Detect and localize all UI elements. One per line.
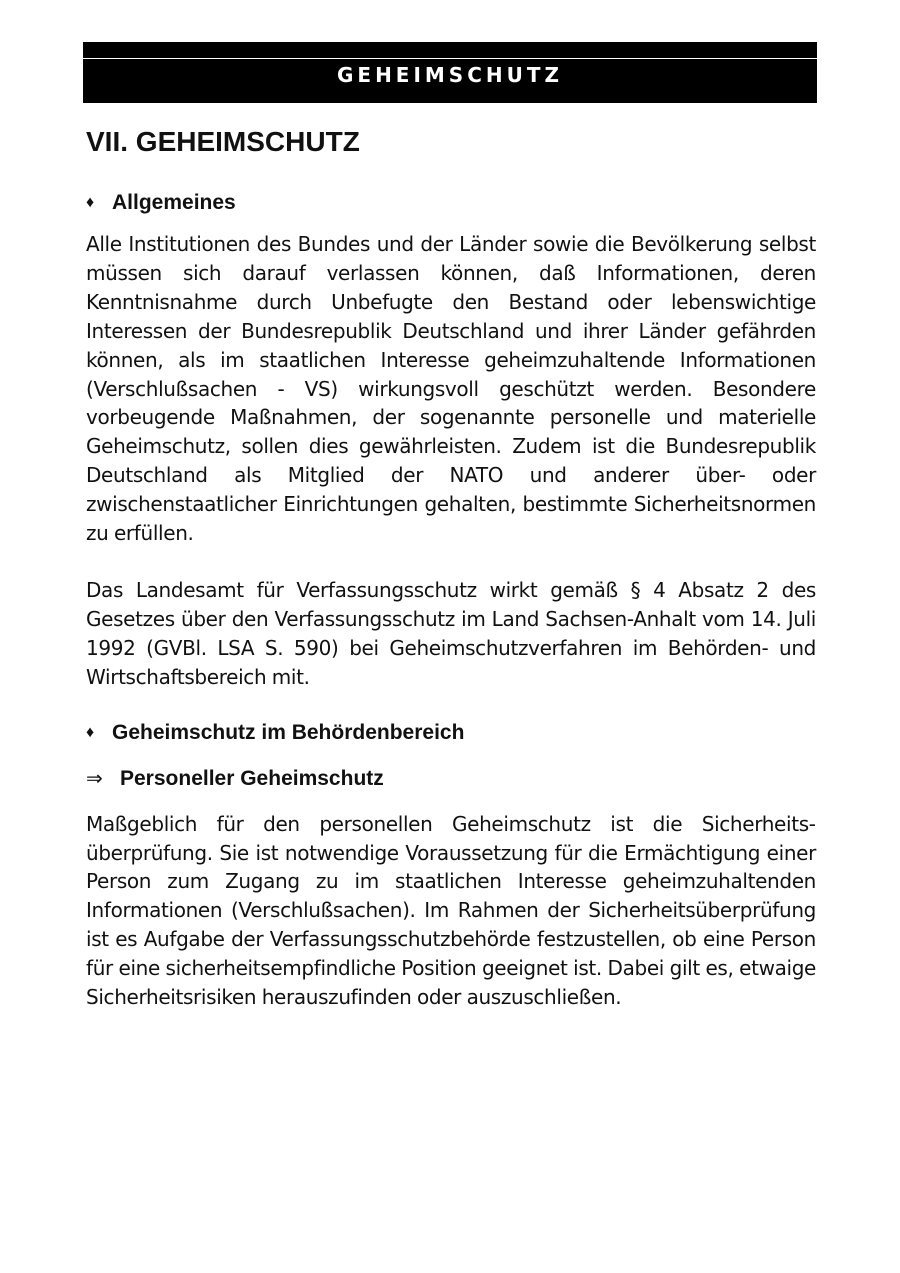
subsection-heading-label: Personeller Geheimschutz bbox=[120, 766, 384, 790]
diamond-bullet-icon: ♦ bbox=[86, 194, 95, 211]
page-content bbox=[86, 122, 816, 1012]
section-heading-behoerdenbereich bbox=[86, 718, 816, 748]
section-heading-label: Allgemeines bbox=[112, 191, 236, 214]
paragraph: Das Landesamt für Verfassungsschutz wirkt gemäß § 4 Absatz 2 des Gesetzes über den Verfassungsschutz im Land Sachsen-Anhalt vom 14. Juli 1992 (GVBl. LSA S. 590) bei Geheimschutzverfahren im Behörden- und Wirtschaftsbereich mit. bbox=[86, 577, 816, 689]
paragraph: Maßgeblich für den personellen Geheimschutz ist die Sicherheitsüberprüfung. Sie ist notwendige Voraussetzung für die Ermächtigung einer Person zum Zugang zu im staatlichen Interesse geheimzuhaltenden Informationen (Verschlußsachen). Im Rahmen der Sicherheitsüberprüfung ist es Aufgabe der Verfassungsschutzbehörde festzustellen, ob eine Person für eine sicherheitsempfindliche Position geeignet ist. Dabei gilt es, etwaige Sicherheitsrisiken herauszufinden oder auszuschließen. bbox=[86, 811, 816, 1010]
paragraph: Alle Institutionen des Bundes und der Länder sowie die Bevölkerung selbst müssen sich darauf verlassen können, daß Informationen, deren Kenntnisnahme durch Unbefugte den Bestand oder lebenswichtige Interessen der Bundesrepublik Deutschland und ihrer Länder gefährden können, als im staatlichen Interesse geheimzuhaltende Informationen (Verschlußsachen - VS) wirkungsvoll geschützt werden. Besondere vorbeugende Maßnahmen, der sogenannte personelle und materielle Geheimschutz, sollen dies gewährleisten. Zudem ist die Bundesrepublik Deutschland als Mitglied der NATO und anderer über- oder zwischenstaatlicher Einrichtungen gehalten, bestimmte Sicherheitsnormen zu erfüllen. bbox=[86, 232, 816, 546]
double-arrow-icon: ⇒ bbox=[86, 767, 103, 790]
diamond-bullet-icon: ♦ bbox=[86, 723, 95, 741]
header-rule bbox=[83, 58, 817, 59]
subsection-heading-personeller-geheimschutz bbox=[86, 764, 816, 794]
running-header bbox=[83, 42, 817, 103]
running-title: GEHEIMSCHUTZ bbox=[336, 63, 564, 87]
section-heading-allgemeines bbox=[86, 188, 816, 218]
section-heading-label: Geheimschutz im Behördenbereich bbox=[112, 720, 465, 744]
chapter-title: VII. GEHEIMSCHUTZ bbox=[86, 126, 360, 157]
